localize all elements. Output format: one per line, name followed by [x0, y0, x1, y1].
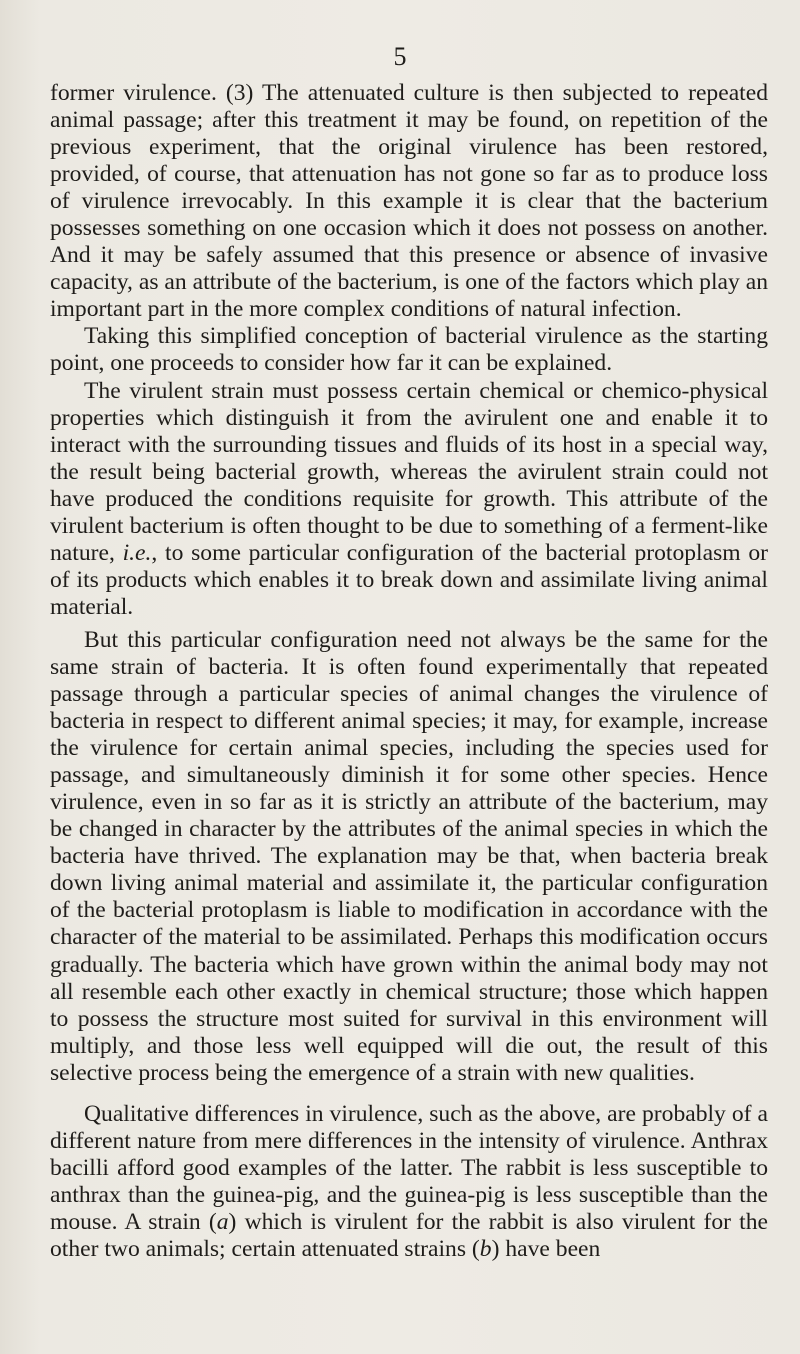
- paragraph-3: [50, 378, 768, 621]
- paragraph-4: But this particular configuration need not always be the same for the same strain of bacteria. It is often found experimentally that repeated passage through a particular species of animal changes the virulence of bacteria in respect to different animal species; it may, for example, increase the virulence for certain animal species, including the species used for passage, and simultaneously diminish it for some other species. Hence virulence, even in so far as it is strictly an attribute of the bacterium, may be changed in character by the attributes of the animal species in which the bacteria have thrived. The explanation may be that, when bacteria break down living animal material and assimilate it, the particular configuration of the bacterial protoplasm is liable to modification in accordance with the character of the material to be assimilated. Perhaps this modification occurs gradually. The bacteria which have grown within the animal body may not all resemble each other exactly in chemical structure; those which happen to possess the structure most suited for survival in this environment will multiply, and those less well equipped will die out, the result of this selective process being the emergence of a strain with new qualities.: [50, 626, 768, 1086]
- paragraph-2: Taking this simplified conception of bacterial virulence as the starting point, one proceeds to consider how far it can be explained.: [50, 323, 768, 377]
- paragraph-5-italic-a: a: [216, 1208, 229, 1235]
- paragraph-5: [50, 1101, 768, 1263]
- paragraph-3-text-after: , to some particular configuration of the bacterial protoplasm or of its products which enables it to break down and assimilate living animal material.: [50, 539, 768, 620]
- paragraph-5-italic-b: b: [479, 1235, 492, 1262]
- paragraph-3-text-before: The virulent strain must possess certain chemical or chemico-physical properties which distinguish it from the avirulent one and enable it to interact with the surrounding tissues and fluids of its host in a special way, the result being bacterial growth, whereas the avirulent strain could not have produced the conditions requisite for growth. This attribute of the virulent bacterium is often thought to be due to something of a ferment-like nature,: [50, 377, 768, 566]
- page-body: [50, 80, 768, 1263]
- paragraph-5-text-1: Qualitative differences in virulence, such as the above, are probably of a different nature from mere differences in the intensity of virulence. Anthrax bacilli afford good examples of the latter. The rabbit is less susceptible to anthrax than the guinea-pig, and the guinea-pig is less susceptible than the mouse. A strain (: [50, 1100, 768, 1235]
- paragraph-5-text-3: ) have been: [491, 1235, 601, 1262]
- page-number: 5: [393, 42, 407, 71]
- paragraph-5-text-2: ) which is virulent for the rabbit is also virulent for the other two animals; certain attenuated strains (: [50, 1208, 768, 1262]
- paragraph-3-italic: i.e.: [122, 539, 152, 566]
- paragraph-1: former virulence. (3) The attenuated culture is then subjected to repeated animal passage; after this treatment it may be found, on repetition of the previous experiment, that the original virulence has been restored, provided, of course, that attenuation has not gone so far as to produce loss of virulence irrevocably. In this example it is clear that the bacterium possesses something on one occasion which it does not possess on another. And it may be safely assumed that this presence or absence of invasive capacity, as an attribute of the bacterium, is one of the factors which play an important part in the more complex conditions of natural infection.: [50, 80, 768, 323]
